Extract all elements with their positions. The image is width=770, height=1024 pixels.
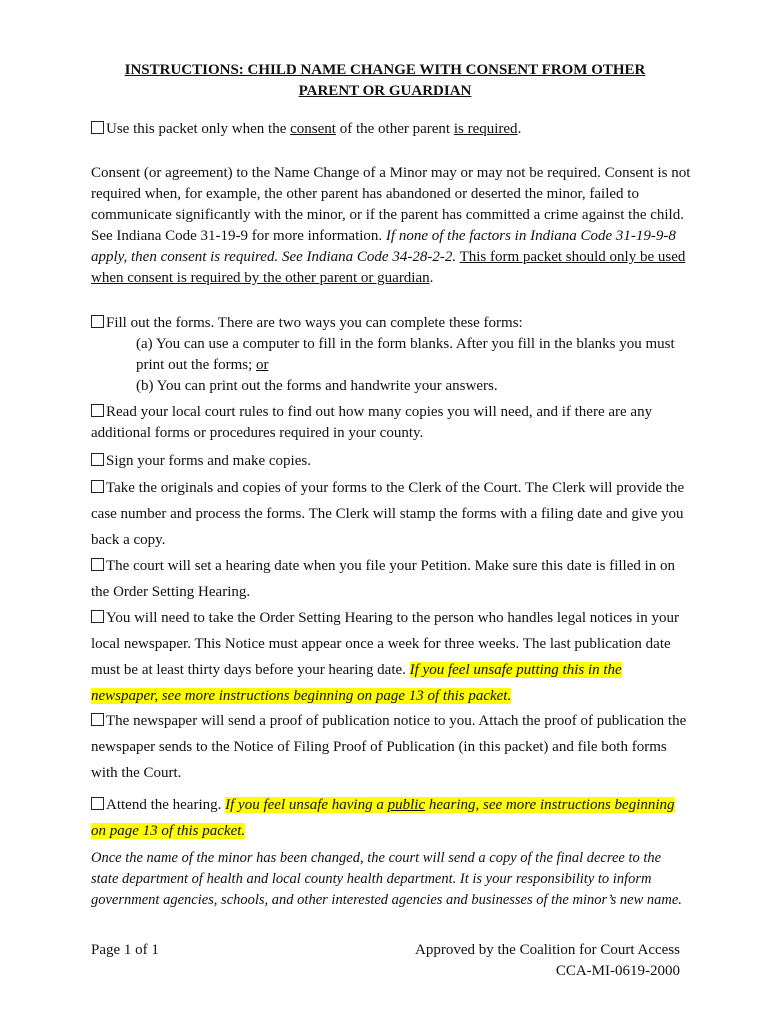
italic-note: If none of the factors in Indiana Code 31-19-9-8 apply, then consent is required. See Indiana Code 34-28-2-2.: [91, 228, 676, 265]
consent-paragraph: Consent (or agreement) to the Name Change of a Minor may or may not be required. Consent is not required when, for example, the other parent has abandoned or deserted the minor, failed to communicate significantly with the minor, or if the parent has committed a crime against the child. See Indiana Code 31-19-9 for more information. If none of the factors in Indiana Code 31-19-9-8 apply, then consent is required. See Indiana Code 34-28-2-2. This form packet should only be used when consent is required by the other parent or guardian.: [91, 165, 691, 286]
option-b: (b) You can print out the forms and handwrite your answers.: [136, 378, 498, 394]
checkbox-sign-forms[interactable]: [91, 453, 104, 466]
highlight-unsafe-hearing: If you feel unsafe having a public hearing, see more instructions beginning on page 13 of this packet.: [91, 797, 675, 839]
title-line-1: INSTRUCTIONS: CHILD NAME CHANGE WITH CONSENT FROM OTHER: [124, 62, 646, 78]
closing-note: Once the name of the minor has been changed, the court will send a copy of the final decree to the state department of health and local county health department. It is your responsibility to inform government agencies, schools, and other interested agencies and businesses of the minor’s new name.: [91, 850, 682, 908]
title-line-2: PARENT OR GUARDIAN: [298, 83, 472, 99]
item-sign-forms: Sign your forms and make copies.: [91, 451, 691, 472]
item-hearing-date: The court will set a hearing date when you file your Petition. Make sure this date is filled in on the Order Setting Hearing.: [91, 558, 676, 600]
footer-page-number: Page 1 of 1: [91, 942, 159, 958]
item-use-packet: Use this packet only when the consent of the other parent is required.: [91, 119, 691, 140]
item-take-forms: Take the originals and copies of your forms to the Clerk of the Court. The Clerk will provide the case number and process the forms. The Clerk will stamp the forms with a filing date and give you back a copy.: [91, 480, 685, 548]
page-title: [0, 60, 770, 102]
checkbox-use-packet[interactable]: [91, 121, 104, 134]
checkbox-take-forms[interactable]: [91, 480, 104, 493]
checkbox-attend-hearing[interactable]: [91, 797, 104, 810]
checkbox-court-rules[interactable]: [91, 404, 104, 417]
item-newspaper-notice: You will need to take the Order Setting Hearing to the person who handles legal notices in your local newspaper. This Notice must appear once a week for three weeks. The last publication date must be at least thirty days before your hearing date. If you feel unsafe putting this in the newspaper, see more instructions beginning on page 13 of this packet.: [91, 610, 679, 704]
footer-approval: [415, 940, 680, 982]
highlight-unsafe-newspaper: If you feel unsafe putting this in the newspaper, see more instructions beginning on page 13 of this packet.: [91, 662, 622, 704]
footer-form-code: CCA-MI-0619-2000: [555, 963, 680, 979]
option-a: (a) You can use a computer to fill in the form blanks. After you fill in the blanks you must print out the forms; or: [136, 336, 675, 373]
item-court-rules: Read your local court rules to find out how many copies you will need, and if there are any additional forms or procedures required in your county.: [91, 404, 653, 441]
checkbox-fill-forms[interactable]: [91, 315, 104, 328]
underline-note: This form packet should only be used when consent is required by the other parent or guardian: [91, 249, 686, 286]
item-attend-hearing: Attend the hearing. If you feel unsafe having a public hearing, see more instructions beginning on page 13 of this packet.: [91, 797, 675, 839]
checkbox-proof-publication[interactable]: [91, 713, 104, 726]
checkbox-hearing-date[interactable]: [91, 558, 104, 571]
item-proof-publication: The newspaper will send a proof of publication notice to you. Attach the proof of publication the newspaper sends to the Notice of Filing Proof of Publication (in this packet) and file both forms with the Court.: [91, 713, 687, 781]
footer-approved-by: Approved by the Coalition for Court Access: [415, 942, 680, 958]
item-fill-forms: Fill out the forms. There are two ways you can complete these forms: (a) You can use a computer to fill in the form blanks. After you fill in the blanks you must print out the forms; or (b) You can print out the forms and handwrite your answers.: [91, 313, 691, 397]
checkbox-newspaper-notice[interactable]: [91, 610, 104, 623]
